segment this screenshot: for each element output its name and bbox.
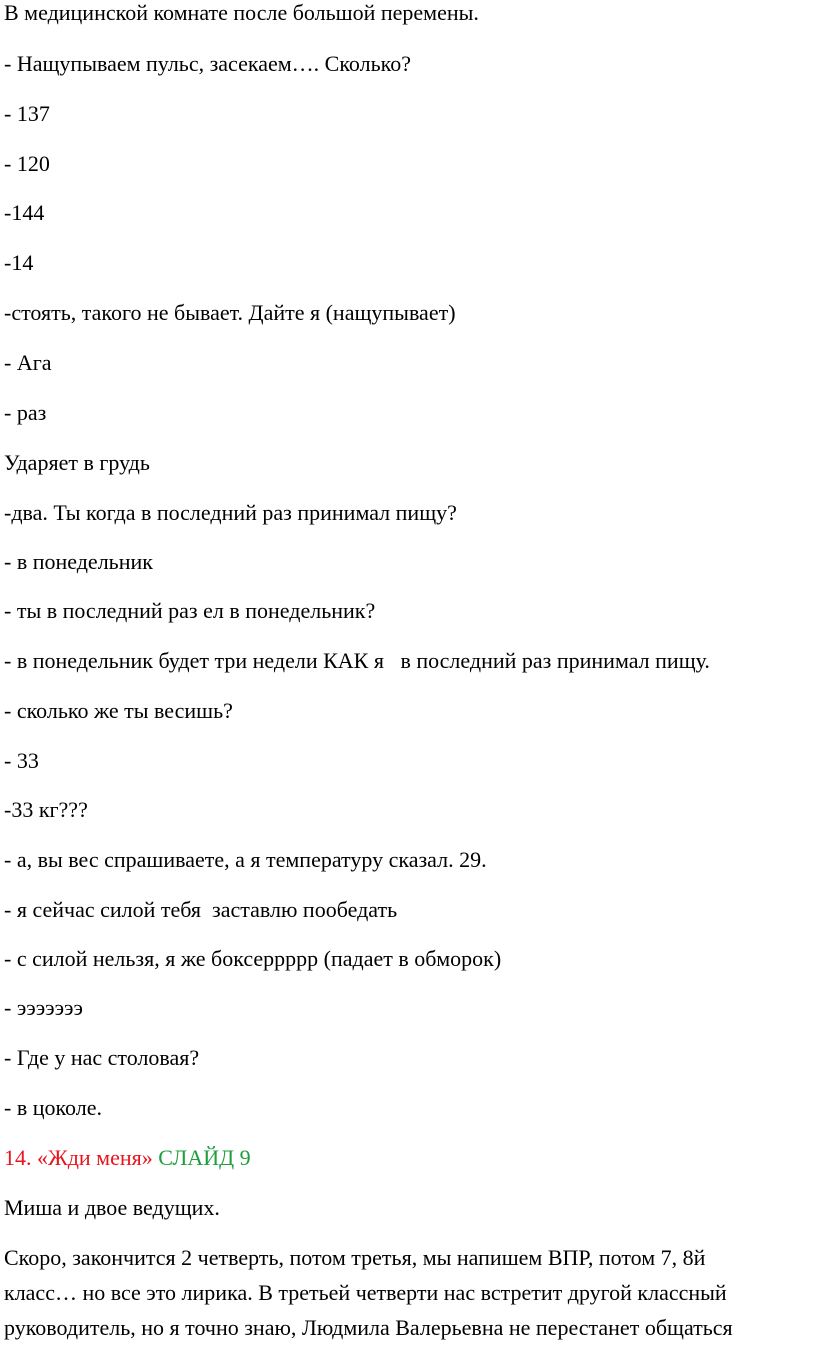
text-line-5: -144: [4, 200, 45, 225]
text-line-12: - в понедельник: [4, 549, 153, 574]
section-title: 14. «Жди меня»: [4, 1145, 153, 1170]
text-line-3: - 137: [4, 101, 50, 126]
text-line-13: - ты в последний раз ел в понедельник?: [4, 598, 376, 623]
text-line-23: - в цоколе.: [4, 1095, 103, 1120]
text-line-15: - сколько же ты весишь?: [4, 698, 233, 723]
text-line-20: - с силой нельзя, я же боксеррррр (падает в обморок): [4, 946, 502, 971]
text-line-9: - раз: [4, 400, 47, 425]
text-line-17: -33 кг???: [4, 797, 88, 822]
text-line-21: - эээээээ: [4, 995, 83, 1020]
text-line-10: Ударяет в грудь: [4, 450, 150, 475]
text-line-22: - Где у нас столовая?: [4, 1045, 200, 1070]
section-heading: [4, 1145, 251, 1171]
text-line-1: В медицинской комнате после большой перемены.: [4, 0, 479, 25]
text-line-18: - а, вы вес спрашиваете, а я температуру сказал. 29.: [4, 847, 487, 872]
text-line-16: - 33: [4, 748, 39, 773]
text-line-6: -14: [4, 250, 34, 275]
text-line-11: -два. Ты когда в последний раз принимал пищу?: [4, 500, 457, 525]
paragraph-line-3: руководитель, но я точно знаю, Людмила Валерьевна не перестанет общаться: [4, 1315, 733, 1340]
text-line-8: - Ага: [4, 350, 52, 375]
paragraph-line-1: Скоро, закончится 2 четверть, потом третья, мы напишем ВПР, потом 7, 8й: [4, 1245, 706, 1270]
text-line-7: -стоять, такого не бывает. Дайте я (нащупывает): [4, 300, 456, 325]
slide-label: СЛАЙД 9: [152, 1145, 251, 1170]
text-line-4: - 120: [4, 151, 50, 176]
text-line-14: - в понедельник будет три недели КАК я в последний раз принимал пищу.: [4, 648, 710, 673]
text-line-2: - Нащупываем пульс, засекаем…. Сколько?: [4, 51, 411, 76]
text-line-19: - я сейчас силой тебя заставлю пообедать: [4, 897, 398, 922]
paragraph-line-2: класс… но все это лирика. В третьей четверти нас встретит другой классный: [4, 1280, 727, 1305]
cast-line: Миша и двое ведущих.: [4, 1195, 220, 1220]
